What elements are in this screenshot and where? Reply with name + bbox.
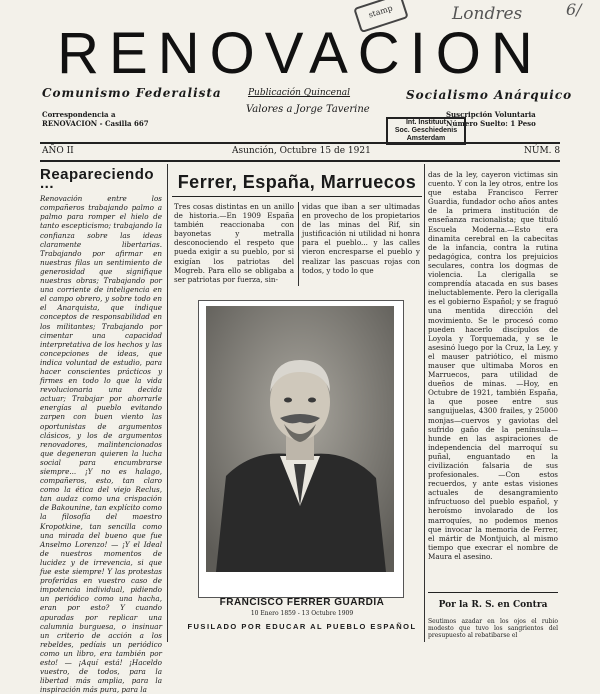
institute-stamp <box>386 117 466 145</box>
subscription-line-2: Número Suelto: 1 Peso <box>446 119 536 128</box>
left-article <box>40 166 162 694</box>
issue-number: NÚM. 8 <box>524 146 561 156</box>
subtitle-right: Socialismo Anárquico <box>406 88 573 102</box>
subtitle-mid-secondary: Valores a Jorge Taverine <box>246 104 370 115</box>
center-inner-divider <box>298 202 299 286</box>
center-article-col-b: vidas que iban a ser ultimadas en provecho de los propietarios de las minas del Rif, sin justificación ni utilidad ni honra para el pueblo... y las calles vieron encresparse el pueblo y realizar las pascuas rojas con todos, y todo lo que <box>302 202 420 275</box>
issue-date: Asunción, Octubre 15 de 1921 <box>232 146 371 156</box>
portrait-caption-dates: 10 Enero 1859 - 13 Octubre 1909 <box>250 610 354 617</box>
masthead-title: RENOVACION <box>57 21 543 86</box>
column-divider-right <box>424 164 425 642</box>
issue-year: AÑO II <box>42 146 74 156</box>
institute-stamp-line-1: Int. Instituut <box>405 119 447 126</box>
subtitle-mid: Publicación Quincenal <box>248 88 351 98</box>
handwritten-corner-note: 6/ <box>566 0 582 19</box>
left-article-body: Renovación entre los compañeros trabajando palmo a palmo para romper el hielo de tanto escepticismo; trabajando la confianza sobre las ideas claramente libertarias. Trabajando por afirmar en nuestras filas un sentimiento de generosidad que signifique nuestras obras; Trabajando por una corriente de inteligencia en el campo obrero, y sobre todo en el Anarquista, que indique conceptos de responsabilidad en los militantes; Trabajando por cimentar una capacidad interpretativa de los hechos y las concepciones de ideas, que indica voluntad de estudio, para hacer conscientes prácticos y firmes en todo lo que la vida revolucionaria una decida actuar; Trabajar por ahorrarle energías al pueblo evitando zarpen con buen viento las oportunistas de argumentos clásicos, y los de argumentos renovadores, malintencionados que degeneran quieren la lucha social para encumbrarse siempre... ¡Y no es halago, compañeros, esto, tan claro como la ética del viejo Reclus, tan audaz como una crispación de Bakounine, tan explícito como la filosofía del maestro Kropotkine, tan sencilla como una mirada del bueno que fue Anselmo Lorenzo! — ¡Y el Ideal de nuestros momentos de lucidez y de irrevencia, si que fue este siempre! Y las protestas proferidas en vuestro caso de impotencia individual, pidiendo un periódico como una hacha, eran por esto? Y cuando apuradas por replicar una calumnia burguesa, o insinuar un criterio de acción a los rebeldes, pedíais un periódico como un libro, era también por esto! — ¡Aquí está! ¡Haceldo vuestro, de todos, para la libertad más amplia, para la inspiración más pura, para la <box>40 194 162 694</box>
portrait-photo <box>206 306 394 572</box>
column-divider-left <box>167 164 168 642</box>
correspondence-address <box>42 110 149 128</box>
correspondence-line-2: RENOVACION - Casilla 667 <box>42 119 149 128</box>
top-rule <box>40 142 560 144</box>
round-stamp: stamp <box>353 0 409 33</box>
handwritten-city-note: Londres <box>452 4 523 24</box>
right-sub-body: Seutimos azadar en los ojos el rubio modesto que tuvo los sangrientos del presupuesto al rebatibarse el <box>428 618 558 639</box>
center-article-col-a: Tres cosas distintas en un anillo de historia.—En 1909 España también reaccionaba con bayonetas y metralla desconociendo el respeto que pueda exigir a su pueblo, por si exigían los patriotas del Mogreb. Para ello se obligaba a ser patriotas por fuerza, sin- <box>174 202 294 284</box>
left-article-headline: Reapareciendo ... <box>40 166 155 193</box>
institute-stamp-line-2: Soc. Geschiedenis <box>394 127 458 134</box>
portrait-caption-name: FRANCISCO FERRER GUARDIA <box>219 597 385 608</box>
ferrer-portrait-image <box>206 306 394 572</box>
portrait-caption-tagline: FUSILADO POR EDUCAR AL PUEBLO ESPAÑOL <box>187 622 417 631</box>
center-headline-rule <box>172 196 422 197</box>
dateline-rule <box>40 160 560 162</box>
right-article-rule <box>428 592 558 593</box>
subscription-line-1: Suscripción Voluntaria <box>446 110 536 119</box>
subtitle-left: Comunismo Federalista <box>42 86 222 100</box>
center-article-headline: Ferrer, España, Marruecos <box>177 172 417 192</box>
right-article-body: das de la ley, cayeron victimas sin cuento. Y con la ley otros, entre los que estaba Francisco Ferrer Guardia, fundador ocho años antes de la primera institución de enseñanza racionalista; que tituló Escuela Moderna.—Esto era dinamita cerebral en la cabecitas de la infancia, contra la rutina pedagógica, contra los prejuicios seculares, contra los dogmas de violencia. La clerigalla se comprendía atacada en sus bases ineluctablemente. Pero la clerigalla es el gobierno Español; y se fraguó una mentida dirección del movimiento. Se le procesó como pueden hacerlo discípulos de Loyola y Torquemada, y se le asesinó luego por la Cruz, la Ley, y el mauser patriótico, el mismo mauser que ultimaba Moros en Marruecos, para utilidad de dueños de minas. —Hoy, en Octubre de 1921, también España, la que posee entre sus sanguijuelas, 4300 frailes, y 25000 monjas—cuervos y gaviotas del sufrido gaño de la península—hunde en las aspiraciones de independencia del marroquí su puñal, enguantado en la civilización falsaria de sus profesionales. —Con estos recuerdos, y ante estas visiones actuales de desangramiento infructuoso del pueblo español, y heroísmo involarado de los marroquíes, no podemos menos que invocar la memoria de Ferrer, el mártir de Montjuich, al mismo tiempo que execrar el nombre de Maura el asesino. <box>428 170 558 561</box>
correspondence-line-1: Correspondencia a <box>42 110 116 119</box>
institute-stamp-line-3: Amsterdam <box>406 135 446 142</box>
right-sub-headline: Por la R. S. en Contra <box>438 600 548 610</box>
